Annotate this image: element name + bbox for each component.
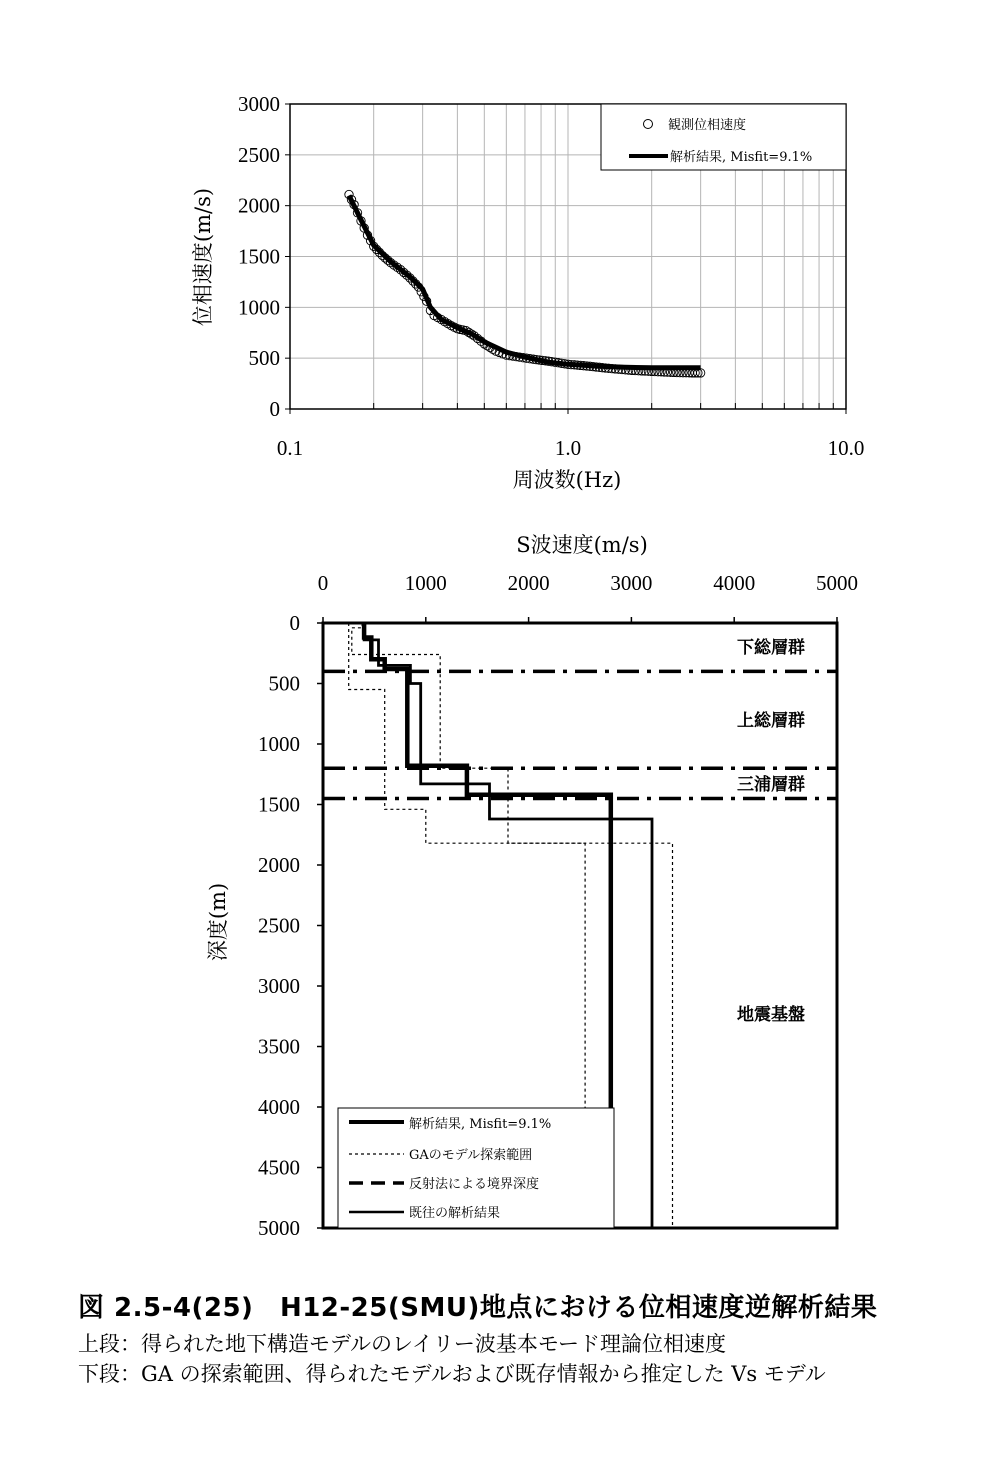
vs-profile-chart <box>206 533 858 1240</box>
y-tick-label: 500 <box>248 346 280 371</box>
x-tick-label: 5000 <box>816 571 858 595</box>
x-tick-label: 1.0 <box>554 436 582 460</box>
x-tick-label: 0 <box>317 571 329 595</box>
x-tick-label: 4000 <box>713 571 756 595</box>
y-tick-label: 2000 <box>238 193 280 218</box>
legend-observed-marker <box>644 120 653 129</box>
phase-velocity-x-ticks <box>277 409 865 460</box>
vs-profile-x-ticks <box>318 571 858 623</box>
phase-velocity-y-axis-label: 位相速度(m/s) <box>191 187 215 327</box>
vs-profile-y-ticks <box>258 611 323 1240</box>
y-tick-label: 3000 <box>238 92 280 116</box>
y-tick-label: 1000 <box>258 732 300 756</box>
x-tick-label: 3000 <box>610 571 653 595</box>
y-tick-label: 0 <box>289 611 300 635</box>
vs-profile-legend <box>338 1108 614 1228</box>
y-tick-label: 0 <box>269 397 280 421</box>
phase-velocity-y-ticks <box>238 92 290 421</box>
legend-observed-label: 観測位相速度 <box>668 118 747 133</box>
geologic-unit-label: 上総層群 <box>737 710 805 731</box>
vs-profile-x-axis-label: S波速度(m/s) <box>516 533 648 557</box>
y-tick-label: 1500 <box>238 244 280 269</box>
figure-caption-title: 図 2.5-4(25) H12-25(SMU)地点における位相速度逆解析結果 <box>78 1293 878 1323</box>
y-tick-label: 4000 <box>258 1095 300 1119</box>
legend-model-label: 解析結果, Misfit=9.1% <box>409 1117 552 1132</box>
geologic-unit-label: 三浦層群 <box>737 774 805 795</box>
figure-caption-line-1: 上段：得られた地下構造モデルのレイリー波基本モード理論位相速度 <box>78 1332 727 1356</box>
legend-reflection-label: 反射法による境界深度 <box>409 1177 540 1192</box>
x-tick-label: 0.1 <box>276 436 304 460</box>
y-tick-label: 1000 <box>238 295 280 320</box>
vs-profile-unit-labels <box>737 637 805 1025</box>
y-tick-label: 2000 <box>258 853 300 877</box>
y-tick-label: 5000 <box>258 1216 300 1240</box>
y-tick-label: 3500 <box>258 1034 300 1059</box>
y-tick-label: 500 <box>268 671 300 696</box>
phase-velocity-legend <box>601 104 846 170</box>
vs-profile-y-axis-label: 深度(m) <box>206 882 230 962</box>
geologic-unit-label: 地震基盤 <box>737 1004 805 1025</box>
legend-fit-label: 解析結果, Misfit=9.1% <box>670 150 813 165</box>
y-tick-label: 2500 <box>238 142 280 167</box>
geologic-unit-label: 下総層群 <box>737 638 805 659</box>
figure-caption-line-2: 下段：GA の探索範囲、得られたモデルおよび既存情報から推定した Vs モデル <box>78 1362 826 1386</box>
legend-search-range-label: GAのモデル探索範囲 <box>409 1148 533 1163</box>
y-tick-label: 2500 <box>258 913 300 938</box>
y-tick-label: 3000 <box>258 974 300 998</box>
y-tick-label: 4500 <box>258 1155 300 1180</box>
x-tick-label: 10.0 <box>827 436 865 460</box>
legend-previous-label: 既往の解析結果 <box>409 1206 501 1221</box>
phase-velocity-x-axis-label: 周波数(Hz) <box>512 468 622 492</box>
x-tick-label: 2000 <box>507 571 550 595</box>
y-tick-label: 1500 <box>258 792 300 817</box>
phase-velocity-chart <box>191 92 864 492</box>
x-tick-label: 1000 <box>404 571 447 595</box>
